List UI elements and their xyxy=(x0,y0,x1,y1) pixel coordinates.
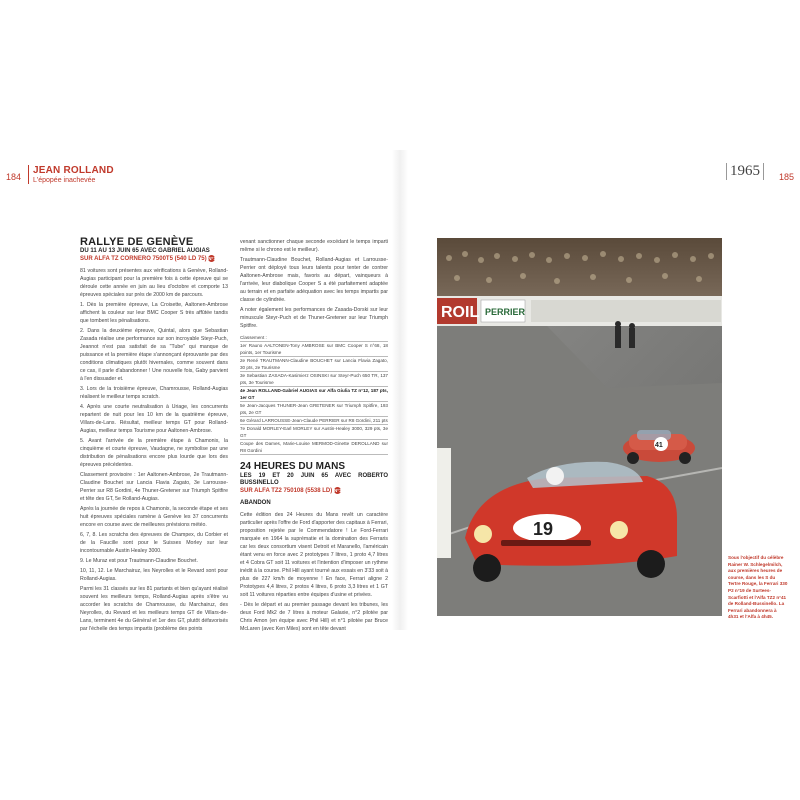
race-photo-illustration xyxy=(437,238,722,616)
classement-row: Coupe des Dames, Marie-Louise MERMOD-Ginette DEROLLAND sur R8 Gordini xyxy=(240,441,388,453)
lemans-status: ABANDON xyxy=(240,500,271,507)
classement-row: 7e Donald MORLEY-Earl MORLEY sur Austin-Healey 3000, 329 pts, 3e GT xyxy=(240,426,388,438)
lemans-car-text: SUR ALFA TZ2 750108 (5538 LD) xyxy=(240,488,333,495)
banner-text: ROIL xyxy=(441,304,480,321)
number-badge: N°1 xyxy=(333,488,342,493)
lemans-car-line xyxy=(240,487,388,495)
running-header-subtitle: L'épopée inachevée xyxy=(33,177,96,184)
paragraph: venant sanctionner chaque seconde excédant le temps imparti même si le chrono est le meilleur). xyxy=(240,239,388,253)
classement-row: 2e René TRAUTMANN-Claudine BOUCHET sur Lancia Flavia Zagato, 30 pts, 2e Tourisme xyxy=(240,358,388,370)
classement-row: 6e Gérard LARROUSSE-Jean-Claude PERRIER sur R8 Gordini, 211 pts xyxy=(240,418,388,423)
classement-row: 1er Rauno AALTONEN-Tony AMBROSE sur BMC Cooper S n°68, 18 points, 1er Tourisme xyxy=(240,343,388,355)
paragraph: 1. Dès la première épreuve, La Croisette, Aaltonen-Ambrose affichent la couleur sur leur BMC Cooper S très affûtée tandis que tombent les pénalisations. xyxy=(80,302,228,325)
banner-text: PERRIER xyxy=(485,307,526,317)
paragraph: 10, 11, 12. Le Marchairuz, les Neyrolles et le Revard sont pour Rolland-Augias. xyxy=(80,568,228,583)
text-column-1 xyxy=(80,238,228,635)
geneve-car-text: SUR ALFA TZ CORNERO 7500T5 (540 LD 75) xyxy=(80,256,207,263)
paragraph: 2. Dans la deuxième épreuve, Quintal, alors que Sebastian Zasada réalise une performance sur son incroyable Steyr-Puch, Jeannot n'est pas satisfait de sa "Tube" qui manque de puissance et la première étape s'annonçant éprouvante par des conditions climatiques plutôt hivernales, comme souvent dans ce cas, il parle d'abandonner ! Une nouvelle fois, Gaby parvient à l'en dissuader et. xyxy=(80,328,228,383)
paragraph: A noter également les performances de Zasada-Dorski sur leur minuscule Steyr-Puch et de Thuner-Gretener sur leur Triumph Spitfire. xyxy=(240,307,388,329)
classement-title: Classement : xyxy=(240,334,388,342)
book-gutter xyxy=(392,150,408,630)
lemans-date-line: LES 19 ET 20 JUIN 65 AVEC ROBERTO BUSSINELLO xyxy=(240,473,388,486)
text-column-2 xyxy=(240,238,388,635)
paragraph: 6, 7, 8. Les scratchs des épreuves de Champex, du Corbier et de la Faucille sont pour le Suisses Morley sur leur incontournable Austin Healey 3000. xyxy=(80,532,228,555)
paragraph: 9. Le Muraz est pour Trautmann-Claudine Bouchet. xyxy=(80,558,198,565)
race-photo xyxy=(437,238,722,616)
classement-table xyxy=(240,334,388,455)
running-header-left xyxy=(28,165,114,184)
classement-row: 4e Jean ROLLAND-Gabriel AUGIAS sur Alfa Giulia TZ n°12, 187 pts, 1er GT xyxy=(240,388,388,400)
classement-row: 3e Sebastian ZASADA-Kasimierz OSINSKI sur Steyr-Puch 650 TR, 137 pts, 3e Tourisme xyxy=(240,373,388,385)
paragraph: 81 voitures sont présentes aux vérifications à Genève, Rolland-Augias participant pour la première fois à cette épreuve qui se déroule cette année en juin au lieu d'octobre et comporte 13 épreuves spéciales sur près de 2000 km de parcours. xyxy=(80,268,228,299)
paragraph: 4. Après une courte neutralisation à Uriage, les concurrents repartent de nuit pour les 10 km de la quatrième épreuve, Villars-de-Lans. Résultat, meilleur temps GT pour Rolland-Augias, meilleur temps Tourisme pour Aaltonen-Ambrose. xyxy=(80,404,228,435)
paragraph: Trautmann-Claudine Bouchet, Rolland-Augias et Larrousse-Perrier ont déployé tous leurs talents pour tenter de contrer Aaltonen-Ambrose mais, favoris au départ, vainqueurs à l'arrivée, leur diabolique Cooper S a été parfaitement adaptée au terrain et en parfaite adéquation avec les temps impartis par classe de cylindrée. xyxy=(240,257,388,303)
section-title-lemans: 24 HEURES DU MANS xyxy=(240,461,346,472)
paragraph: 5. Avant l'arrivée de la première étape à Chamonix, la cinquième et courte épreuve, Vaudagne, ne symbolise par une distribution de pénalisations encore plus lourde que lors des épreuves précédentes. xyxy=(80,438,228,469)
section-title-geneve: RALLYE DE GENÈVE xyxy=(80,236,194,248)
photo-caption: Sous l'objectif du célèbre Rainer W. Schlegelmilch, aux premières heures de course, dans les S du Tertre Rouge, la Ferrari 330 P2 n°19 de Surtees-Scarfiotti et l'Alfa TZ2 n°41 de Rolland-Bussinello. La Ferrari abandonnera à 4h31 et l'Alfa à 4h45. xyxy=(728,555,788,620)
number-badge: N°1 xyxy=(208,256,216,261)
paragraph: Après la journée de repos à Chamonix, la seconde étape et ses huit épreuves spéciales ramène à Genève les 37 concurrents encore en course avec de meilleures prévisions météo. xyxy=(80,506,228,529)
running-header-year: 1965 xyxy=(726,163,764,180)
car-number: 41 xyxy=(655,442,663,449)
paragraph: 3. Lors de la troisième épreuve, Chamrousse, Rolland-Augias réalisent le meilleur temps scratch. xyxy=(80,386,228,401)
car-number: 19 xyxy=(533,519,554,539)
page-number-left: 184 xyxy=(6,172,22,182)
page-number-right: 185 xyxy=(778,172,794,182)
running-header-name: JEAN ROLLAND xyxy=(33,165,114,176)
paragraph: Cette édition des 24 Heures du Mans revêt un caractère particulier après l'offre de Ford d'apporter des capitaux à Ferrari, proposition rejetée par le Commendatore ! Le Ford-Ferrari marquée en 1964 la suprématie et la domination des Ferraris car les deux consortium visent Detroit et Maranello, l'américain étant venu en force avec 2 prototypes 7 litres, 1 proto 4,7 litres et 4 Cobra GT soit 11 voitures et l'intention d'imposer un rythme inédit à la course. Phil Hill ayant tourné aux essais en 3'33 soit à plus de 227 km/h de moyenne ! En face, Ferrari aligne 2 Prototypes 4,4 litres, 2 protos 4 litres, 6 proto 3,3 litres et 1 GT soit 11 voitures réparties entre équipes d'usine et privées. xyxy=(240,512,388,599)
classement-row: 5e Jean-Jacques THUNER-Jean GRETENER sur Triumph Spitfire, 193 pts, 2e GT xyxy=(240,403,388,415)
geneve-car-line xyxy=(80,255,228,263)
geneve-date-line: DU 11 AU 13 JUIN 65 AVEC GABRIEL AUGIAS xyxy=(80,248,210,254)
paragraph: Classement provisoire : 1er Aaltonen-Ambrose, 2e Trautmann-Claudine Bouchet sur Lancia Flavia Zagato, 3e Larrousse-Perrier sur R8 Gordini, 4e Thuner-Gretener sur Triumph Spitfire et tête des GT, 5e Rolland-Augias. xyxy=(80,472,228,503)
paragraph: Parmi les 31 classés sur les 81 partants et bien qu'ayant réalisé souvent les meilleurs temps, Rolland-Augias après s'être vu accorder les scratchs de Chamrousse, du Marchairuz, des Neyrolles, du Revard et les meilleurs temps GT de Villars-de-Lans, terminent 4e du Général et 1er des GT, plutôt défavorisés par l'échelle des temps impartis (problème des points xyxy=(80,586,228,633)
paragraph: - Dès le départ et au premier passage devant les tribunes, les deux Ford Mk2 de 7 litres à moteur Galaxie, n°2 pilotée par Chris Amon (en équipe avec Phil Hill) et n°1 pilotée par Bruce McLaren (avec Ken Miles) sont en tête devant xyxy=(240,602,388,633)
